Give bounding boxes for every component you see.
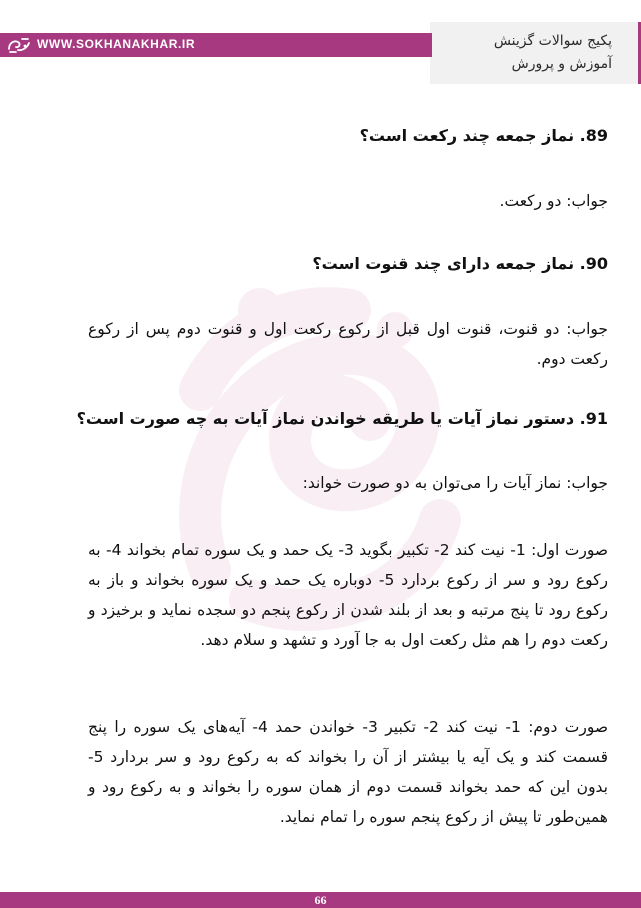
header-title <box>432 30 612 76</box>
answer-91-first-method: صورت اول: 1- نیت کند 2- تکبیر بگوید 3- یک حمد و یک سوره تمام بخواند 4- به رکوع رود و سر از رکوع بردارد 5- دوباره یک حمد و یک سوره بخواند و باز به رکوع رود تا پنج مرتبه و بعد از بلند شدن از رکوع پنجم دو سجده نماید و برخیزد و رکعت دوم را هم مثل رکعت اول به جا آورد و تشهد و سلام دهد. <box>88 541 608 649</box>
header-title-box <box>430 22 641 84</box>
footer-bar <box>0 892 641 908</box>
answer-89: جواب: دو رکعت. <box>499 192 608 210</box>
header-bar <box>0 33 432 57</box>
question-91: 91. دستور نماز آیات یا طریقه خواندن نماز آیات به چه صورت است؟ <box>76 409 608 428</box>
question-90: 90. نماز جمعه دارای چند قنوت است؟ <box>312 254 608 273</box>
site-url[interactable]: WWW.SOKHANAKHAR.IR <box>37 37 196 51</box>
answer-90: جواب: دو قنوت، قنوت اول قبل از رکوع رکعت اول و قنوت دوم پس از رکوع رکعت دوم. <box>88 320 608 368</box>
answer-91-second-method: صورت دوم: 1- نیت کند 2- تکبیر 3- خواندن حمد 4- آیه‌های یک سوره را پنج قسمت کند و یک آیه یا بیشتر از آن را بخواند که به رکوع رود و سر بردارد 5- بدون این که حمد بخواند قسمت دوم از همان سوره را بخواند و به رکوع رود و همین‌طور تا پیش از رکوع پنجم سوره را تمام نماید. <box>88 718 609 826</box>
header-title-line2: آموزش و پرورش <box>511 56 612 72</box>
page-number: 66 <box>314 893 327 907</box>
header-title-line1: پکیج سوالات گزینش <box>493 33 612 49</box>
answer-91-intro: جواب: نماز آیات را می‌توان به دو صورت خواند: <box>302 474 608 492</box>
brand-logo-icon <box>6 35 32 55</box>
question-89: 89. نماز جمعه چند رکعت است؟ <box>359 126 608 145</box>
